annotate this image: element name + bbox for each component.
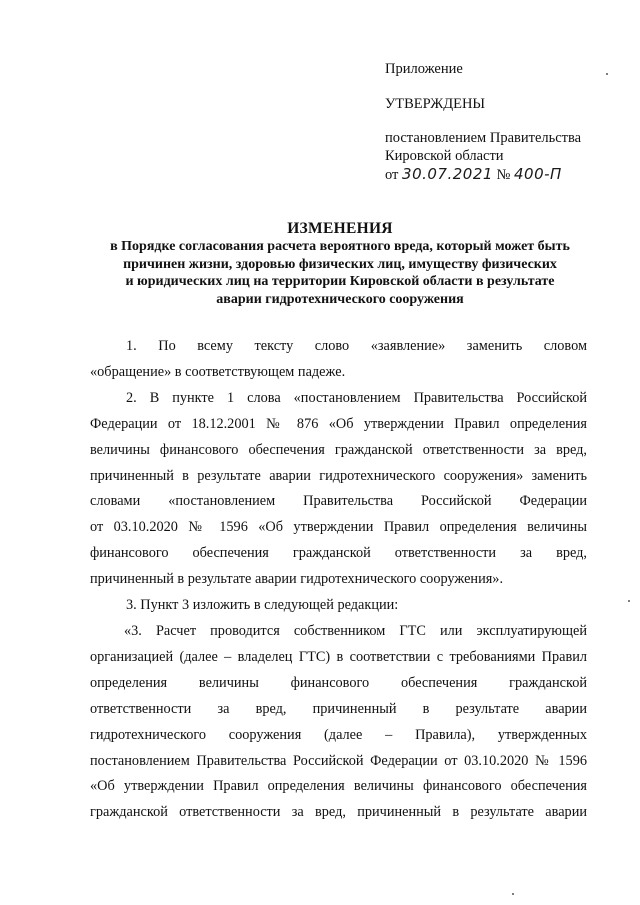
subtitle-line: в Порядке согласования расчета вероятного вреда, который может быть <box>110 239 570 254</box>
body-line: определения величины финансового обеспечения гражданской <box>90 674 587 691</box>
scan-speck <box>512 893 514 895</box>
decree-line-2: Кировской области <box>385 148 504 164</box>
subtitle-line: и юридических лиц на территории Кировской области в результате <box>125 274 555 289</box>
scan-speck <box>628 600 630 602</box>
body-line: Федерации от 18.12.2001 № 876 «Об утверждении Правил определения <box>90 415 587 432</box>
number-prefix: № <box>496 167 511 183</box>
body-line: причиненный в результате аварии гидротехнического сооружения» заменить <box>90 467 587 484</box>
document-subtitle <box>80 238 600 308</box>
body-line: гражданской ответственности за вред, причиненный в результате аварии <box>90 804 587 821</box>
approval-block <box>385 60 625 184</box>
body-line: словами «постановлением Правительства Российской Федерации <box>90 493 587 510</box>
body-line: финансового обеспечения гражданской ответственности за вред, <box>90 545 587 562</box>
appendix-label: Приложение <box>385 61 463 77</box>
document-body <box>90 334 587 826</box>
handwritten-number: 400-П <box>514 165 562 183</box>
body-line: гидротехнического сооружения (далее – Правила), утвержденных <box>90 726 587 743</box>
body-line: «Об утверждении Правил определения величины финансового обеспечения <box>90 778 587 795</box>
body-line: организацией (далее – владелец ГТС) в соответствии с требованиями Правил <box>90 648 587 665</box>
approved-label: УТВЕРЖДЕНЫ <box>385 96 486 112</box>
scan-speck <box>606 73 608 75</box>
body-line: «обращение» в соответствующем падеже. <box>90 363 346 380</box>
body-line: причиненный в результате аварии гидротехнического сооружения». <box>90 571 504 588</box>
decree-line-1: постановлением Правительства <box>385 130 582 146</box>
subtitle-line: причинен жизни, здоровью физических лиц, имуществу физических <box>123 256 557 272</box>
document-title: ИЗМЕНЕНИЯ <box>287 220 393 237</box>
body-line: 1. По всему тексту слово «заявление» заменить словом <box>126 338 587 354</box>
decree-date-number <box>385 165 625 184</box>
body-line: постановлением Правительства Российской Федерации от 03.10.2020 № 1596 <box>90 752 587 769</box>
handwritten-date: 30.07.2021 <box>402 165 493 183</box>
body-line: от 03.10.2020 № 1596 «Об утверждении Правил определения величины <box>90 519 587 536</box>
subtitle-line: аварии гидротехнического сооружения <box>216 291 464 307</box>
body-line: 3. Пункт 3 изложить в следующей редакции: <box>126 597 399 614</box>
from-prefix: от <box>385 167 399 183</box>
body-line: «3. Расчет проводится собственником ГТС или эксплуатирующей <box>124 622 587 639</box>
body-line: 2. В пункте 1 слова «постановлением Правительства Российской <box>126 389 587 406</box>
body-line: величины финансового обеспечения гражданской ответственности за вред, <box>90 441 587 458</box>
body-line: ответственности за вред, причиненный в результате аварии <box>90 700 587 717</box>
